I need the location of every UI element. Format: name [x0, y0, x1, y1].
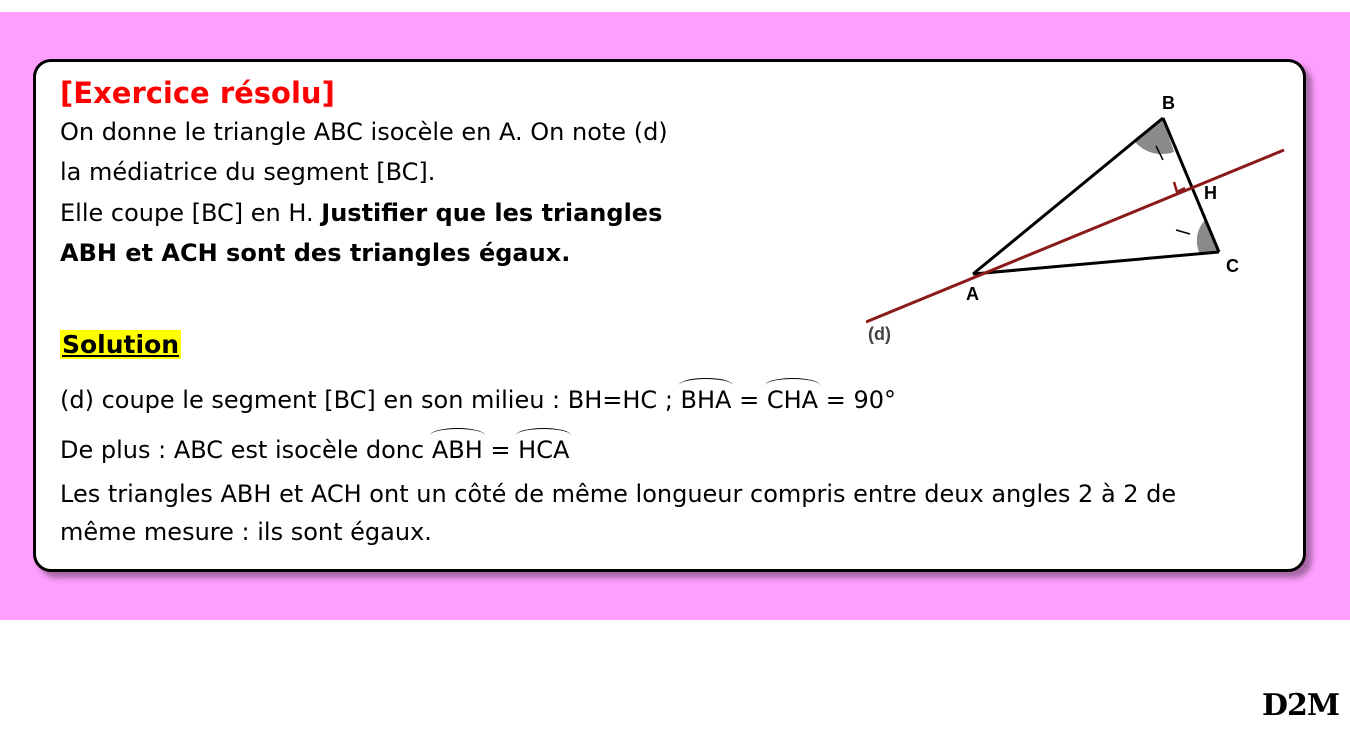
- side-ab: [973, 118, 1163, 274]
- statement-line-2: la médiatrice du segment [BC].: [60, 158, 436, 186]
- d2m-logo: D2M: [1262, 688, 1340, 723]
- label-b: B: [1162, 93, 1175, 113]
- solution-line-2: [60, 434, 569, 464]
- solution-line-1-text: (d) coupe le segment [BC] en son milieu : BH=HC ;: [60, 386, 681, 414]
- triangle-figure: [866, 82, 1296, 352]
- label-c: C: [1226, 256, 1239, 276]
- statement-line-3-plain: Elle coupe [BC] en H.: [60, 199, 322, 227]
- label-d: (d): [868, 324, 891, 344]
- angle-cha: CHA: [766, 386, 819, 414]
- statement-line-1: On donne le triangle ABC isocèle en A. On note (d): [60, 118, 668, 146]
- angle-bha: BHA: [680, 386, 732, 414]
- tick-c: [1176, 230, 1190, 234]
- exercise-title: [Exercice résolu]: [60, 76, 335, 110]
- solution-line-1: [60, 384, 896, 414]
- exercise-card: [33, 59, 1306, 572]
- solution-line-4: même mesure : ils sont égaux.: [60, 518, 432, 546]
- angle-abh: ABH: [431, 436, 483, 464]
- equals-sign: =: [482, 436, 519, 464]
- solution-line-2-text: De plus : ABC est isocèle donc: [60, 436, 432, 464]
- statement-question-part-2: ABH et ACH sont des triangles égaux.: [60, 239, 571, 267]
- equals-sign: =: [731, 386, 767, 414]
- label-h: H: [1204, 183, 1217, 203]
- statement-question-part-1: Justifier que les triangles: [321, 199, 663, 227]
- angle-hca: HCA: [518, 436, 570, 464]
- solution-line-1-end: = 90°: [818, 386, 896, 414]
- solution-heading: Solution: [62, 330, 180, 359]
- label-a: A: [966, 284, 979, 304]
- solution-line-3: Les triangles ABH et ACH ont un côté de même longueur compris entre deux angles 2 à 2 de: [60, 480, 1177, 508]
- statement-line-3: [60, 199, 662, 227]
- bisector-line-d: [866, 150, 1284, 322]
